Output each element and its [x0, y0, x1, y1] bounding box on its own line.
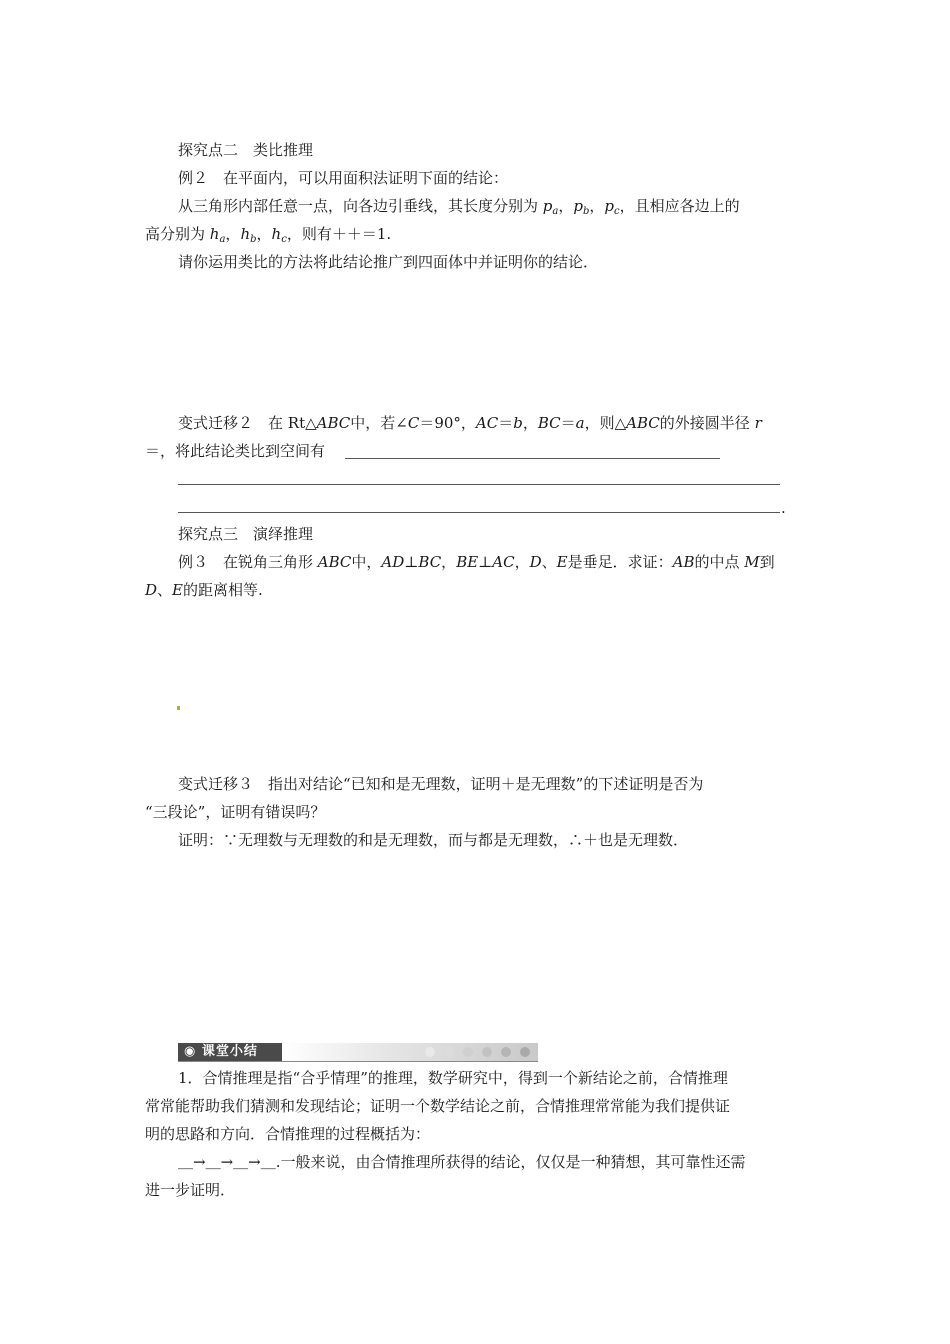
banner-dot-icon — [444, 1047, 454, 1057]
target-icon: ◉ — [184, 1044, 197, 1059]
variant-3-proof: 证明：∵无理数与无理数的和是无理数，而与都是无理数，∴＋也是无理数． — [178, 831, 689, 849]
example-2-statement-line-2: 高分别为 $h_a$，$h_b$，$h_c$，则有＋＋＝1. — [145, 225, 392, 245]
summary-banner-label: ◉ 课堂小结 — [178, 1043, 282, 1061]
example-3-line-2: D、E的距离相等. — [145, 581, 263, 599]
banner-dot-icon — [463, 1047, 473, 1057]
answer-blank-1[interactable] — [345, 458, 720, 459]
answer-blank-period: . — [781, 499, 786, 517]
summary-banner — [178, 1043, 538, 1061]
answer-blank-3[interactable] — [178, 512, 780, 513]
banner-dot-icon — [501, 1047, 511, 1057]
variant-2-line-2: ＝，将此结论类比到空间有 — [145, 442, 326, 460]
example-2-statement-line-1: 从三角形内部任意一点，向各边引垂线，其长度分别为 $p_a$，$p_b$，$p_c$，且相应各边上的 — [178, 197, 740, 217]
banner-dot-icon — [520, 1047, 530, 1057]
section-heading-analogy: 探究点二 类比推理 — [178, 141, 314, 159]
variant-3-line-1: 变式迁移３ 指出对结论“已知和是无理数，证明＋是无理数”的下述证明是否为 — [178, 775, 704, 793]
summary-banner-bar — [282, 1043, 538, 1061]
example-2-intro: 例２ 在平面内，可以用面积法证明下面的结论： — [178, 169, 509, 187]
green-mark — [177, 706, 180, 710]
example-3-line-1: 例３ 在锐角三角形 ABC中，AD⊥BC，BE⊥AC，D、E是垂足．求证：AB的中点 M到 — [178, 553, 775, 571]
summary-banner-rule — [178, 1061, 538, 1062]
banner-dot-icon — [482, 1047, 492, 1057]
summary-line-5: 进一步证明． — [145, 1181, 236, 1199]
variant-2-line-1: 变式迁移２ 在 Rt△ABC中，若∠C＝90°，AC＝b，BC＝a，则△ABC的外接圆半径 r — [178, 414, 762, 432]
summary-line-4: ＿→＿→＿→＿.一般来说，由合情推理所获得的结论，仅仅是一种猜想，其可靠性还需 — [178, 1153, 746, 1171]
answer-blank-2[interactable] — [178, 484, 780, 485]
summary-line-2: 常常能帮助我们猜测和发现结论；证明一个数学结论之前，合情推理常常能为我们提供证 — [145, 1097, 731, 1115]
example-2-task: 请你运用类比的方法将此结论推广到四面体中并证明你的结论． — [178, 253, 599, 271]
variant-3-line-2: “三段论”，证明有错误吗？ — [145, 803, 326, 821]
summary-line-1: 1．合情推理是指“合乎情理”的推理，数学研究中，得到一个新结论之前，合情推理 — [178, 1069, 728, 1087]
section-heading-deduction: 探究点三 演绎推理 — [178, 525, 314, 543]
summary-line-3: 明的思路和方向．合情推理的过程概括为： — [145, 1125, 431, 1143]
banner-dot-icon — [425, 1047, 435, 1057]
